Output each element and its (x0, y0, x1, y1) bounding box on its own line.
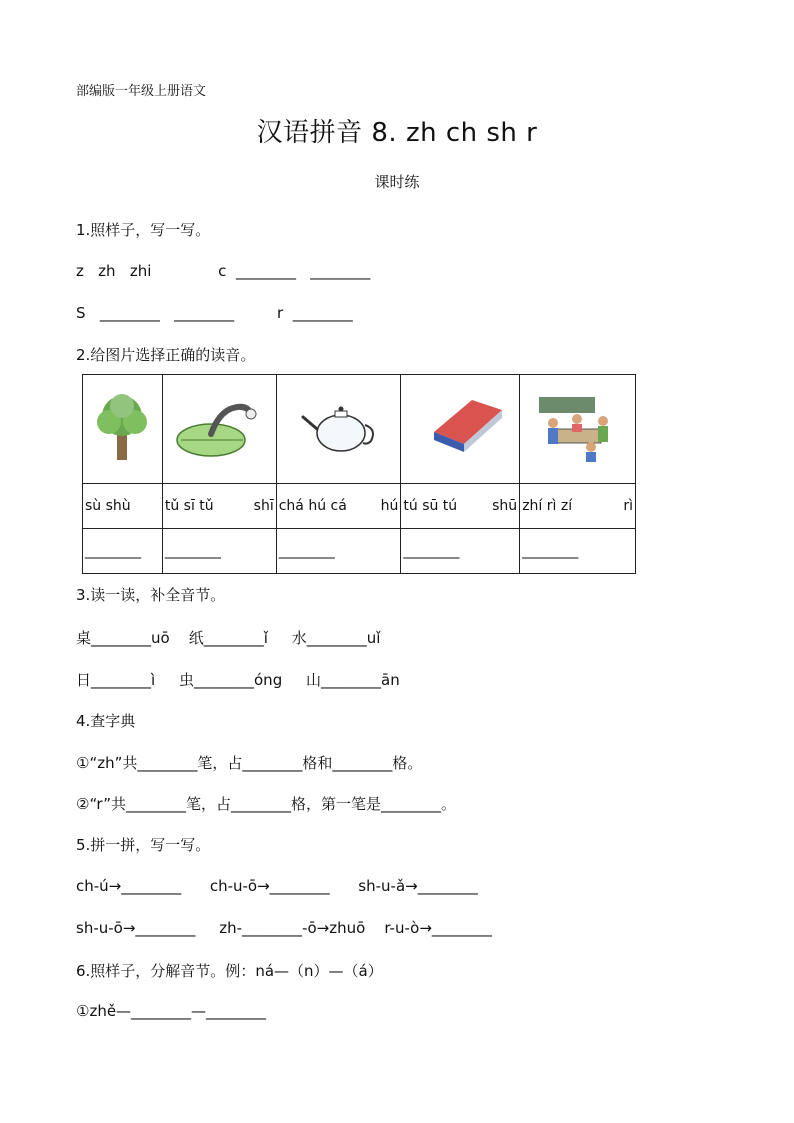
tree-icon (91, 390, 153, 464)
q3-heading: 3.读一读，补全音节。 (76, 586, 226, 604)
q3-line-1: 桌________uō 纸________ǐ 水________uǐ (76, 629, 381, 647)
students-reading-icon (533, 389, 623, 465)
q1-line-2: S ________ ________ r ________ (76, 304, 353, 322)
option-right: shū (492, 498, 518, 514)
option-right: rì (623, 498, 633, 514)
picture-cell (276, 375, 401, 484)
page-title: 汉语拼音 8. zh ch sh r (256, 118, 538, 148)
q4-line-1: ①“zh”共________笔，占________格和________格。 (76, 754, 423, 772)
q6-line-1: ①zhě—________—________ (76, 1002, 267, 1020)
picture-cell (83, 375, 163, 484)
option-left: tú sū tú (403, 498, 458, 514)
q1-line-1: z zh zhi c ________ ________ (76, 262, 371, 280)
teapot-icon (297, 397, 381, 457)
answer-cell[interactable] (401, 529, 520, 574)
q1-heading: 1.照样子，写一写。 (76, 221, 211, 239)
answer-blank: ________ (278, 543, 335, 559)
answer-cell[interactable] (276, 529, 401, 574)
q5-heading: 5.拼一拼，写一写。 (76, 836, 211, 854)
option-cell (401, 484, 520, 529)
option-cell (83, 484, 163, 529)
q4-heading: 4.查字典 (76, 712, 136, 730)
option-right: hú (380, 498, 399, 514)
option-right: shī (253, 498, 274, 514)
page-subtitle: 课时练 (374, 173, 420, 191)
answer-blank: ________ (85, 543, 141, 559)
picture-cell (520, 375, 636, 484)
picture-table (82, 374, 636, 574)
answer-blank: ________ (522, 543, 579, 559)
picture-cell (162, 375, 276, 484)
answer-cell[interactable] (83, 529, 163, 574)
silkworm-on-leaf-icon (171, 390, 267, 464)
document-header: 部编版一年级上册语文 (76, 84, 207, 99)
option-left: zhí rì zí (522, 498, 573, 514)
option-cell (520, 484, 636, 529)
book-icon (412, 392, 508, 462)
answer-blank: ________ (164, 543, 221, 559)
answer-blank: ________ (403, 543, 460, 559)
q2-heading: 2.给图片选择正确的读音。 (76, 346, 256, 364)
q5-line-2: sh-u-ō→________ zh-________-ō→zhuō r-u-ò→________ (76, 919, 492, 937)
q5-line-1: ch-ú→________ ch-u-ō→________ sh-u-ǎ→________ (76, 877, 478, 895)
q3-line-2: 日________ì 虫________óng 山________ān (76, 671, 400, 689)
q4-line-2: ②“r”共________笔，占________格，第一笔是________。 (76, 795, 456, 813)
picture-cell (401, 375, 520, 484)
answer-cell[interactable] (162, 529, 276, 574)
option-left: sù shù (85, 498, 131, 514)
option-left: chá hú cá (278, 498, 347, 514)
option-left: tǔ sī tǔ (164, 498, 214, 514)
option-cell (276, 484, 401, 529)
q6-heading: 6.照样子，分解音节。例：ná—（n）—（á） (76, 962, 383, 980)
answer-cell[interactable] (520, 529, 636, 574)
option-cell (162, 484, 276, 529)
